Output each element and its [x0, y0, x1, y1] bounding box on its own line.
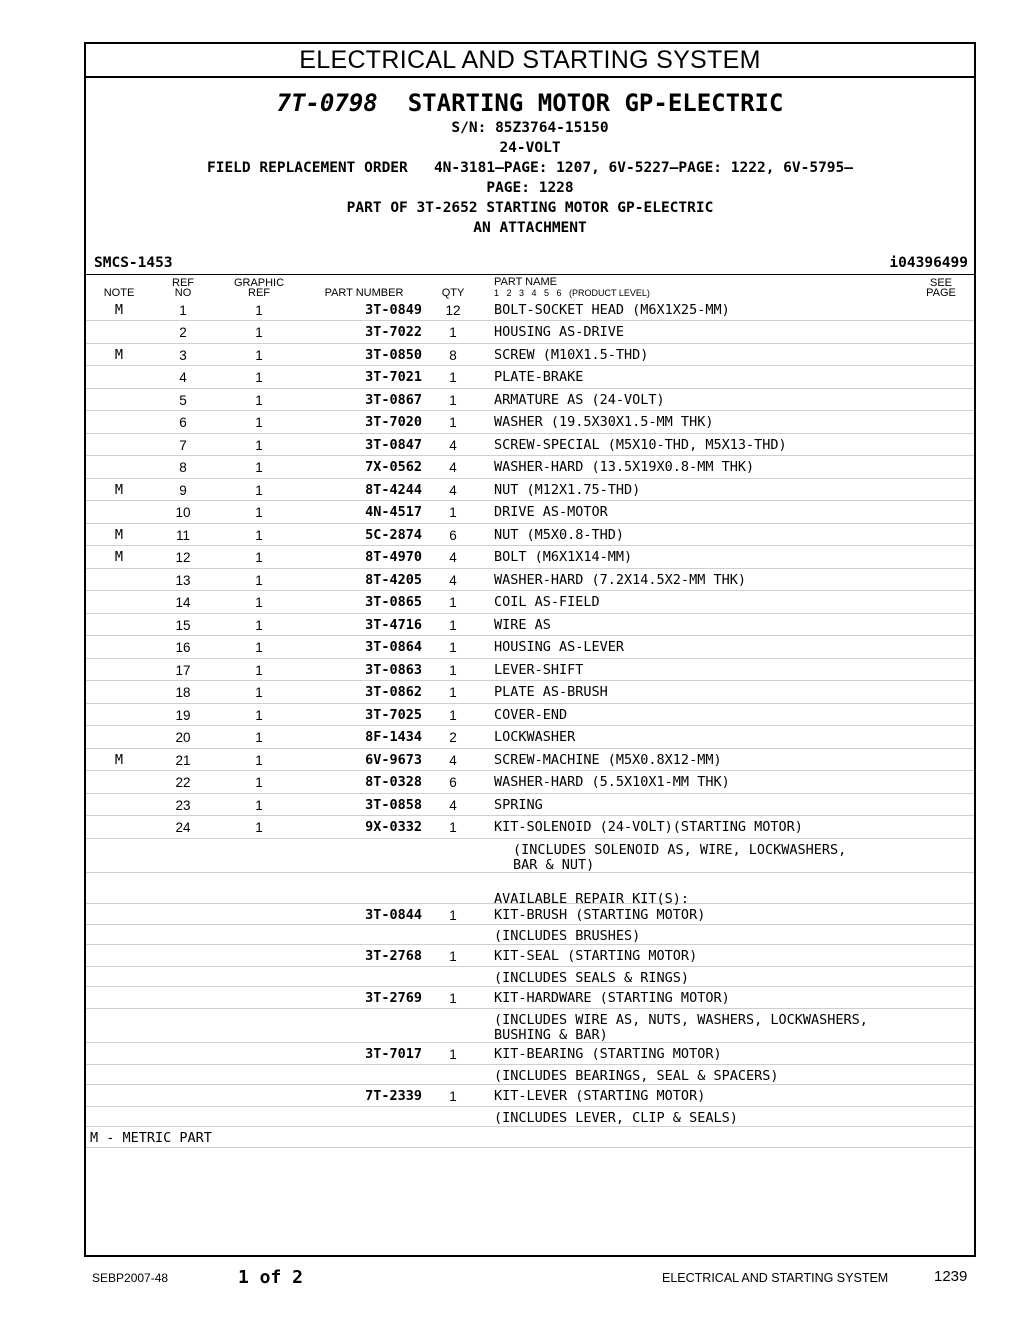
- row-qty: 4: [449, 550, 457, 565]
- legend-row: [86, 1127, 974, 1148]
- parts-group-header: [86, 90, 974, 238]
- field-replacement-order-cont: PAGE: 1228: [486, 180, 574, 196]
- row-part-name: DRIVE AS-MOTOR: [494, 504, 608, 520]
- row-qty: 1: [449, 820, 457, 835]
- row-part-number: 3T-2769: [365, 990, 422, 1006]
- row-ref-no: 8: [179, 460, 187, 475]
- col-ref-top: REF: [172, 277, 194, 289]
- part-of: PART OF 3T-2652 STARTING MOTOR GP-ELECTRIC: [346, 200, 714, 216]
- row-part-number: 3T-7025: [365, 707, 422, 723]
- table-row: [86, 904, 974, 925]
- row-graphic-ref: 1: [255, 325, 263, 340]
- row-graphic-ref: 1: [255, 775, 263, 790]
- col-graphic-top: GRAPHIC: [233, 277, 285, 289]
- row-graphic-ref: 1: [255, 640, 263, 655]
- row-graphic-ref: 1: [255, 460, 263, 475]
- row-part-name: SPRING: [494, 797, 543, 813]
- row-ref-no: 9: [179, 483, 187, 498]
- row-graphic-ref: 1: [255, 303, 263, 318]
- row-graphic-ref: 1: [255, 438, 263, 453]
- row-note: M: [114, 527, 124, 543]
- group-title-line: [86, 90, 974, 116]
- row-part-name: NUT (M12X1.75-THD): [494, 482, 641, 498]
- table-row: [86, 1085, 974, 1107]
- table-row: [86, 1009, 974, 1043]
- table-row: [86, 546, 974, 569]
- row-part-name: WIRE AS: [494, 617, 551, 633]
- row-part-name: ARMATURE AS (24-VOLT): [494, 392, 665, 408]
- row-graphic-ref: 1: [255, 618, 263, 633]
- row-part-name: NUT (M5X0.8-THD): [494, 527, 625, 543]
- row-graphic-ref: 1: [255, 595, 263, 610]
- row-part-name: KIT-BEARING (STARTING MOTOR): [494, 1046, 722, 1062]
- row-part-number: 3T-0863: [365, 662, 422, 678]
- row-part-name: BOLT (M6X1X14-MM): [494, 549, 633, 565]
- row-part-name: KIT-BRUSH (STARTING MOTOR): [494, 907, 706, 923]
- row-part-number: 3T-4716: [365, 617, 422, 633]
- row-part-number: 3T-0862: [365, 684, 422, 700]
- page-of: 1 of 2: [238, 1267, 304, 1288]
- row-part-number: 8T-4205: [365, 572, 422, 588]
- row-qty: 4: [449, 460, 457, 475]
- row-part-number: 8T-4970: [365, 549, 422, 565]
- section-title: ELECTRICAL AND STARTING SYSTEM: [86, 44, 974, 78]
- row-part-number: 7T-2339: [365, 1088, 422, 1104]
- row-ref-no: 22: [175, 775, 191, 790]
- table-row: [86, 839, 974, 873]
- group-title: STARTING MOTOR GP-ELECTRIC: [407, 89, 784, 117]
- row-part-number: 3T-0867: [365, 392, 422, 408]
- row-part-number: 3T-0849: [365, 302, 422, 318]
- meta-bar: [86, 252, 974, 275]
- smcs-code: SMCS-1453: [94, 255, 173, 271]
- row-ref-no: 12: [175, 550, 191, 565]
- table-row: [86, 501, 974, 524]
- row-graphic-ref: 1: [255, 820, 263, 835]
- row-note: M: [114, 302, 124, 318]
- row-graphic-ref: 1: [255, 550, 263, 565]
- row-ref-no: 4: [179, 370, 187, 385]
- row-part-number: 8T-0328: [365, 774, 422, 790]
- table-row: [86, 524, 974, 546]
- table-row: [86, 591, 974, 614]
- col-note: NOTE: [103, 287, 135, 299]
- row-part-name: KIT-SEAL (STARTING MOTOR): [494, 948, 698, 964]
- row-graphic-ref: 1: [255, 348, 263, 363]
- row-part-number: 8F-1434: [365, 729, 422, 745]
- row-qty: 4: [449, 438, 457, 453]
- row-part-number: 6V-9673: [365, 752, 422, 768]
- row-part-name: KIT-LEVER (STARTING MOTOR): [494, 1088, 706, 1104]
- table-row: [86, 344, 974, 366]
- row-qty: 1: [449, 685, 457, 700]
- row-part-name: WASHER-HARD (5.5X10X1-MM THK): [494, 774, 730, 790]
- table-row: [86, 873, 974, 907]
- row-qty: 6: [449, 775, 457, 790]
- row-qty: 1: [449, 708, 457, 723]
- group-part-number: 7T-0798: [276, 89, 378, 117]
- row-part-number: 9X-0332: [365, 819, 422, 835]
- table-row: [86, 704, 974, 726]
- document-id: SEBP2007-48: [92, 1271, 169, 1285]
- row-note: M: [114, 482, 124, 498]
- table-row: [86, 987, 974, 1009]
- table-row: [86, 794, 974, 816]
- row-qty: 1: [449, 1047, 457, 1062]
- footer-system-name: ELECTRICAL AND STARTING SYSTEM: [662, 1271, 889, 1285]
- row-part-name: KIT-HARDWARE (STARTING MOTOR): [494, 990, 730, 1006]
- page-number: 1239: [934, 1268, 968, 1285]
- row-part-name: HOUSING AS-DRIVE: [494, 324, 625, 340]
- row-ref-no: 15: [175, 618, 191, 633]
- row-part-number: 3T-2768: [365, 948, 422, 964]
- row-part-number: 3T-7021: [365, 369, 422, 385]
- row-part-number: 3T-0844: [365, 907, 422, 923]
- row-part-number: 3T-7022: [365, 324, 422, 340]
- row-ref-no: 3: [179, 348, 187, 363]
- attachment-note: AN ATTACHMENT: [473, 220, 587, 236]
- table-row: [86, 636, 974, 659]
- col-product-level: 1 2 3 4 5 6 (PRODUCT LEVEL): [494, 288, 650, 298]
- table-row: [86, 321, 974, 344]
- row-ref-no: 21: [175, 753, 191, 768]
- row-part-name: (INCLUDES LEVER, CLIP & SEALS): [494, 1110, 738, 1126]
- row-graphic-ref: 1: [255, 798, 263, 813]
- row-ref-no: 2: [179, 325, 187, 340]
- row-qty: 1: [449, 393, 457, 408]
- table-row: [86, 681, 974, 704]
- row-qty: 12: [445, 303, 461, 318]
- row-part-name: PLATE AS-BRUSH: [494, 684, 608, 700]
- row-part-name: HOUSING AS-LEVER: [494, 639, 625, 655]
- row-ref-no: 7: [179, 438, 187, 453]
- row-part-number: 3T-0865: [365, 594, 422, 610]
- table-row: [86, 967, 974, 987]
- table-row: [86, 614, 974, 636]
- row-part-number: 3T-7020: [365, 414, 422, 430]
- table-row: [86, 749, 974, 771]
- row-qty: 1: [449, 618, 457, 633]
- table-row: [86, 816, 974, 839]
- row-part-number: 3T-0858: [365, 797, 422, 813]
- row-part-name: AVAILABLE REPAIR KIT(S):: [494, 891, 690, 907]
- row-qty: 1: [449, 415, 457, 430]
- row-part-name: (INCLUDES SEALS & RINGS): [494, 970, 690, 986]
- row-part-number: 8T-4244: [365, 482, 422, 498]
- row-graphic-ref: 1: [255, 415, 263, 430]
- row-part-number: 3T-0847: [365, 437, 422, 453]
- row-part-name: WASHER-HARD (7.2X14.5X2-MM THK): [494, 572, 746, 588]
- row-part-name: WASHER (19.5X30X1.5-MM THK): [494, 414, 714, 430]
- row-part-name: SCREW-MACHINE (M5X0.8X12-MM): [494, 752, 722, 768]
- row-qty: 1: [449, 949, 457, 964]
- row-graphic-ref: 1: [255, 393, 263, 408]
- serial-number: S/N: 85Z3764-15150: [451, 120, 609, 136]
- row-ref-no: 5: [179, 393, 187, 408]
- table-row: [86, 1043, 974, 1065]
- row-graphic-ref: 1: [255, 573, 263, 588]
- table-row: [86, 366, 974, 389]
- row-qty: 1: [449, 505, 457, 520]
- table-row: [86, 925, 974, 945]
- row-ref-no: 1: [179, 303, 187, 318]
- row-part-name: KIT-SOLENOID (24-VOLT)(STARTING MOTOR): [494, 819, 803, 835]
- row-qty: 1: [449, 595, 457, 610]
- row-qty: 4: [449, 798, 457, 813]
- row-ref-no: 19: [175, 708, 191, 723]
- table-row: [86, 456, 974, 479]
- row-part-name: WASHER-HARD (13.5X19X0.8-MM THK): [494, 459, 755, 475]
- row-graphic-ref: 1: [255, 370, 263, 385]
- field-replacement-order: FIELD REPLACEMENT ORDER 4N-3181—PAGE: 1207, 6V-5227—PAGE: 1222, 6V-5795—: [206, 160, 853, 176]
- row-qty: 6: [449, 528, 457, 543]
- row-part-name: COIL AS-FIELD: [494, 594, 600, 610]
- row-part-name: BOLT-SOCKET HEAD (M6X1X25-MM): [494, 302, 730, 318]
- row-qty: 1: [449, 1089, 457, 1104]
- row-ref-no: 10: [175, 505, 191, 520]
- row-ref-no: 6: [179, 415, 187, 430]
- row-qty: 1: [449, 640, 457, 655]
- table-row: [86, 726, 974, 749]
- row-part-name: COVER-END: [494, 707, 568, 723]
- col-part-name: PART NAME: [494, 276, 557, 288]
- row-part-name: SCREW-SPECIAL (M5X10-THD, M5X13-THD): [494, 437, 787, 453]
- row-note: M: [114, 752, 124, 768]
- table-row: [86, 389, 974, 411]
- table-row: [86, 1065, 974, 1085]
- row-graphic-ref: 1: [255, 528, 263, 543]
- col-see-bottom: PAGE: [926, 287, 956, 299]
- row-qty: 1: [449, 370, 457, 385]
- row-ref-no: 11: [175, 528, 190, 543]
- metric-legend: M - METRIC PART: [90, 1130, 212, 1146]
- column-headers: [86, 275, 974, 299]
- row-graphic-ref: 1: [255, 663, 263, 678]
- row-ref-no: 14: [175, 595, 191, 610]
- row-part-name: (INCLUDES SOLENOID AS, WIRE, LOCKWASHERS, BAR & NUT): [513, 842, 847, 873]
- row-qty: 1: [449, 325, 457, 340]
- table-row: [86, 479, 974, 501]
- table-row: [86, 1107, 974, 1127]
- row-part-name: LEVER-SHIFT: [494, 662, 584, 678]
- row-qty: 2: [449, 730, 457, 745]
- row-note: M: [114, 549, 124, 565]
- row-ref-no: 24: [175, 820, 191, 835]
- row-part-number: 3T-0850: [365, 347, 422, 363]
- table-row: [86, 434, 974, 456]
- row-graphic-ref: 1: [255, 708, 263, 723]
- voltage: 24-VOLT: [499, 140, 561, 156]
- row-part-name: (INCLUDES BEARINGS, SEAL & SPACERS): [494, 1068, 779, 1084]
- row-part-name: PLATE-BRAKE: [494, 369, 584, 385]
- col-graphic-bottom: REF: [248, 287, 270, 299]
- parts-page-frame: [84, 42, 976, 1257]
- parts-table-body: [86, 299, 974, 1127]
- row-part-name: SCREW (M10X1.5-THD): [494, 347, 649, 363]
- row-part-name: (INCLUDES BRUSHES): [494, 928, 641, 944]
- row-qty: 4: [449, 573, 457, 588]
- row-ref-no: 13: [175, 573, 191, 588]
- row-qty: 8: [449, 348, 457, 363]
- row-part-number: 5C-2874: [365, 527, 422, 543]
- table-row: [86, 569, 974, 591]
- table-row: [86, 659, 974, 681]
- table-row: [86, 411, 974, 434]
- row-graphic-ref: 1: [255, 505, 263, 520]
- row-graphic-ref: 1: [255, 753, 263, 768]
- col-see-top: SEE: [929, 277, 952, 289]
- row-part-number: 7X-0562: [365, 459, 422, 475]
- row-qty: 1: [449, 908, 457, 923]
- table-row: [86, 945, 974, 967]
- row-graphic-ref: 1: [255, 685, 263, 700]
- row-ref-no: 23: [175, 798, 191, 813]
- row-ref-no: 17: [175, 663, 191, 678]
- row-qty: 1: [449, 663, 457, 678]
- row-part-name: LOCKWASHER: [494, 729, 576, 745]
- row-part-name: (INCLUDES WIRE AS, NUTS, WASHERS, LOCKWASHERS, BUSHING & BAR): [494, 1012, 868, 1043]
- row-ref-no: 18: [175, 685, 191, 700]
- row-ref-no: 20: [175, 730, 191, 745]
- row-ref-no: 16: [175, 640, 191, 655]
- row-graphic-ref: 1: [255, 730, 263, 745]
- page-footer: [0, 1266, 1020, 1296]
- row-part-number: 4N-4517: [365, 504, 422, 520]
- row-graphic-ref: 1: [255, 483, 263, 498]
- row-note: M: [114, 347, 124, 363]
- row-qty: 4: [449, 483, 457, 498]
- table-row: [86, 299, 974, 321]
- col-qty: QTY: [441, 287, 465, 299]
- col-ref-bottom: NO: [174, 287, 192, 299]
- row-qty: 1: [449, 991, 457, 1006]
- row-part-number: 3T-7017: [365, 1046, 422, 1062]
- col-part-number: PART NUMBER: [324, 287, 404, 299]
- table-row: [86, 771, 974, 794]
- illustration-id: i04396499: [889, 255, 968, 271]
- row-qty: 4: [449, 753, 457, 768]
- row-part-number: 3T-0864: [365, 639, 422, 655]
